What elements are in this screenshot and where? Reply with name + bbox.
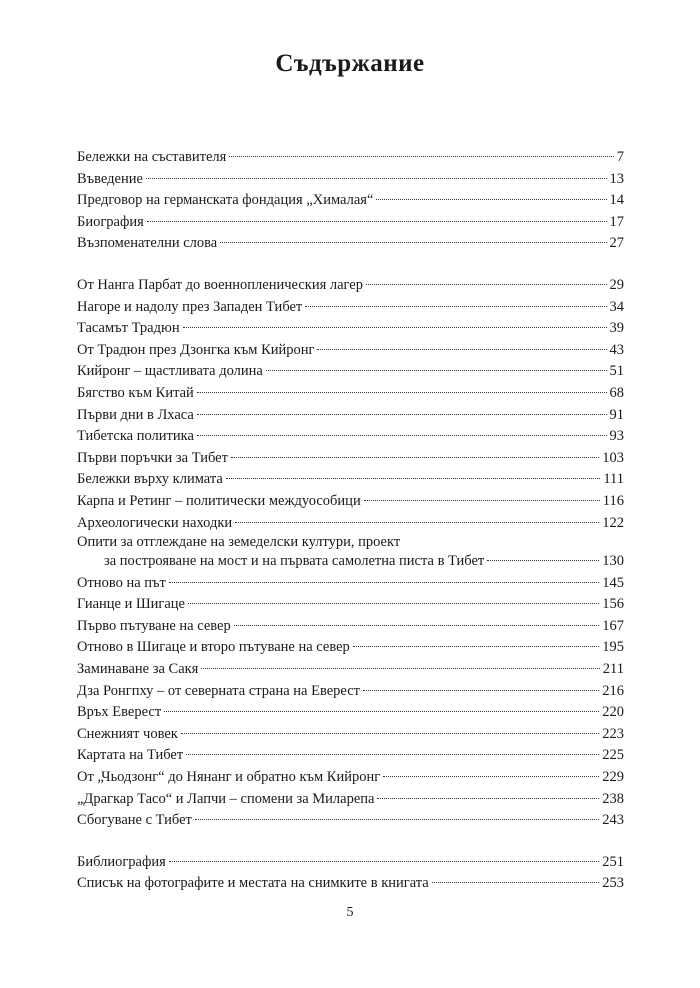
toc-entry-title: Заминаване за Сакя: [77, 661, 199, 678]
toc-entry-title: Връх Еверест: [77, 704, 162, 721]
toc-entry-page: 39: [609, 320, 624, 337]
toc-entry-title: „Драгкар Тасо“ и Лапчи – спомени за Миларепа: [77, 790, 375, 807]
toc-entry-title: Тасамът Традюн: [77, 320, 180, 337]
dot-leader: [317, 349, 606, 350]
toc-entry[interactable]: [77, 405, 624, 427]
table-of-contents: [77, 147, 624, 895]
toc-entry[interactable]: [77, 340, 624, 362]
toc-entry[interactable]: [77, 873, 624, 895]
toc-entry-page: 195: [602, 639, 624, 656]
toc-entry-title: Карпа и Ретинг – политически междуособици: [77, 492, 361, 509]
toc-entry-page: 111: [603, 471, 624, 488]
dot-leader: [305, 306, 606, 307]
toc-entry-title: Снежният човек: [77, 725, 178, 742]
dot-leader: [164, 711, 599, 712]
toc-entry[interactable]: [77, 513, 624, 535]
toc-entry-title-continued: за построяване на мост и на първата самолетна писта в Тибет: [104, 553, 485, 570]
toc-entry-page: 29: [609, 276, 624, 293]
toc-entry[interactable]: [77, 767, 624, 789]
dot-leader: [188, 603, 599, 604]
toc-entry-title: Бележки върху климата: [77, 471, 223, 488]
toc-entry[interactable]: [77, 659, 624, 681]
toc-entry[interactable]: [77, 383, 624, 405]
toc-entry-page: 130: [602, 553, 624, 570]
toc-entry-title: Дза Ронгпху – от северната страна на Еверест: [77, 682, 360, 699]
toc-entry[interactable]: [77, 724, 624, 746]
dot-leader: [229, 156, 613, 157]
page-title: Съдържание: [275, 50, 425, 77]
toc-entry-page: 238: [602, 790, 624, 807]
dot-leader: [377, 798, 599, 799]
toc-entry-page: 93: [609, 428, 624, 445]
toc-entry-title: Първи дни в Лхаса: [77, 406, 194, 423]
toc-entry-title: Отново в Шигаце и второ пътуване на север: [77, 639, 350, 656]
toc-entry[interactable]: [77, 233, 624, 255]
toc-entry-page: 145: [602, 574, 624, 591]
toc-entry[interactable]: [77, 212, 624, 234]
toc-entry-page: 243: [602, 812, 624, 829]
dot-leader: [366, 284, 607, 285]
toc-entry[interactable]: [77, 448, 624, 470]
dot-leader: [234, 625, 600, 626]
toc-entry-page: 14: [609, 192, 624, 209]
toc-entry-page: 167: [602, 617, 624, 634]
toc-entry-title: От Традюн през Дзонгка към Кийронг: [77, 341, 315, 358]
toc-entry-title: От Нанга Парбат до военнопленическия лагер: [77, 276, 363, 293]
toc-entry-title: Гианце и Шигаце: [77, 596, 185, 613]
toc-group: [77, 147, 624, 255]
toc-entry[interactable]: [77, 681, 624, 703]
toc-entry[interactable]: [77, 616, 624, 638]
toc-entry[interactable]: [77, 702, 624, 724]
toc-entry-title: Първо пътуване на север: [77, 617, 231, 634]
toc-entry-page: 91: [609, 406, 624, 423]
toc-entry-page: 27: [609, 235, 624, 252]
dot-leader: [363, 690, 599, 691]
toc-entry-page: 253: [602, 875, 624, 892]
toc-entry[interactable]: [77, 169, 624, 191]
dot-leader: [266, 370, 607, 371]
toc-entry-page: 103: [602, 449, 624, 466]
dot-leader: [231, 457, 599, 458]
toc-entry[interactable]: [77, 534, 624, 573]
toc-entry[interactable]: [77, 573, 624, 595]
page-number: 5: [346, 905, 354, 920]
dot-leader: [226, 478, 600, 479]
toc-entry-page: 223: [602, 725, 624, 742]
dot-leader: [181, 733, 599, 734]
toc-entry[interactable]: [77, 789, 624, 811]
toc-entry-title: Библиография: [77, 853, 166, 870]
toc-entry-page: 211: [602, 661, 624, 678]
dot-leader: [197, 392, 607, 393]
toc-entry-page: 7: [616, 149, 624, 165]
toc-entry-title: Кийронг – щастливата долина: [77, 363, 263, 380]
toc-entry-title: Тибетска политика: [77, 428, 194, 445]
dot-leader: [364, 500, 600, 501]
dot-leader: [220, 242, 606, 243]
toc-entry-page: 251: [602, 853, 624, 870]
dot-leader: [195, 819, 599, 820]
toc-entry[interactable]: [77, 852, 624, 874]
toc-entry[interactable]: [77, 190, 624, 212]
toc-entry-title: Предговор на германската фондация „Хималая“: [77, 192, 374, 209]
toc-entry-title: Първи поръчки за Тибет: [77, 449, 228, 466]
toc-entry[interactable]: [77, 745, 624, 767]
toc-entry-title: Биография: [77, 213, 144, 230]
toc-entry-page: 122: [602, 514, 624, 531]
dot-leader: [376, 199, 606, 200]
toc-entry-page: 220: [602, 704, 624, 721]
toc-entry-page: 13: [609, 170, 624, 187]
dot-leader: [146, 178, 607, 179]
dot-leader: [169, 582, 599, 583]
toc-entry[interactable]: [77, 491, 624, 513]
toc-entry-title: Възпоменателни слова: [77, 235, 218, 252]
toc-entry-page: 116: [602, 492, 624, 509]
toc-entry-title: Сбогуване с Тибет: [77, 812, 192, 829]
toc-group: [77, 852, 624, 895]
toc-entry-title: Картата на Тибет: [77, 747, 184, 764]
toc-entry-title: Бягство към Китай: [77, 384, 194, 401]
toc-entry-page: 17: [609, 213, 624, 230]
toc-group: [77, 275, 624, 832]
dot-leader: [197, 414, 607, 415]
toc-entry[interactable]: [77, 275, 624, 297]
toc-entry-title: Списък на фотографите и местата на снимките в книгата: [77, 875, 429, 892]
toc-entry[interactable]: [77, 361, 624, 383]
toc-entry[interactable]: [77, 297, 624, 319]
dot-leader: [432, 882, 600, 883]
toc-entry[interactable]: [77, 637, 624, 659]
toc-entry-title: Отново на път: [77, 574, 166, 591]
dot-leader: [487, 560, 599, 561]
toc-entry[interactable]: [77, 147, 624, 169]
toc-entry-page: 216: [602, 682, 624, 699]
dot-leader: [186, 754, 599, 755]
dot-leader: [383, 776, 599, 777]
toc-entry-page: 43: [609, 341, 624, 358]
toc-entry-title: Въведение: [77, 170, 143, 187]
toc-entry-title: Археологически находки: [77, 514, 233, 531]
toc-entry-title: Бележки на съставителя: [77, 149, 227, 165]
dot-leader: [169, 861, 599, 862]
toc-entry-page: 229: [602, 769, 624, 786]
toc-entry-page: 68: [609, 384, 624, 401]
toc-entry-page: 225: [602, 747, 624, 764]
toc-entry-page: 51: [609, 363, 624, 380]
dot-leader: [183, 327, 607, 328]
toc-entry[interactable]: [77, 594, 624, 616]
toc-entry[interactable]: [77, 426, 624, 448]
dot-leader: [201, 668, 599, 669]
dot-leader: [147, 221, 607, 222]
toc-entry[interactable]: [77, 318, 624, 340]
toc-entry-page: 34: [609, 298, 624, 315]
toc-entry-page: 156: [602, 596, 624, 613]
toc-entry-title: Нагоре и надолу през Западен Тибет: [77, 298, 303, 315]
toc-entry[interactable]: [77, 469, 624, 491]
toc-entry[interactable]: [77, 810, 624, 832]
dot-leader: [235, 522, 599, 523]
toc-entry-title: Опити за отглеждане на земеделски култури, проект: [77, 534, 401, 551]
dot-leader: [353, 646, 599, 647]
toc-entry-title: От „Чьодзонг“ до Нянанг и обратно към Кийронг: [77, 769, 381, 786]
dot-leader: [197, 435, 607, 436]
